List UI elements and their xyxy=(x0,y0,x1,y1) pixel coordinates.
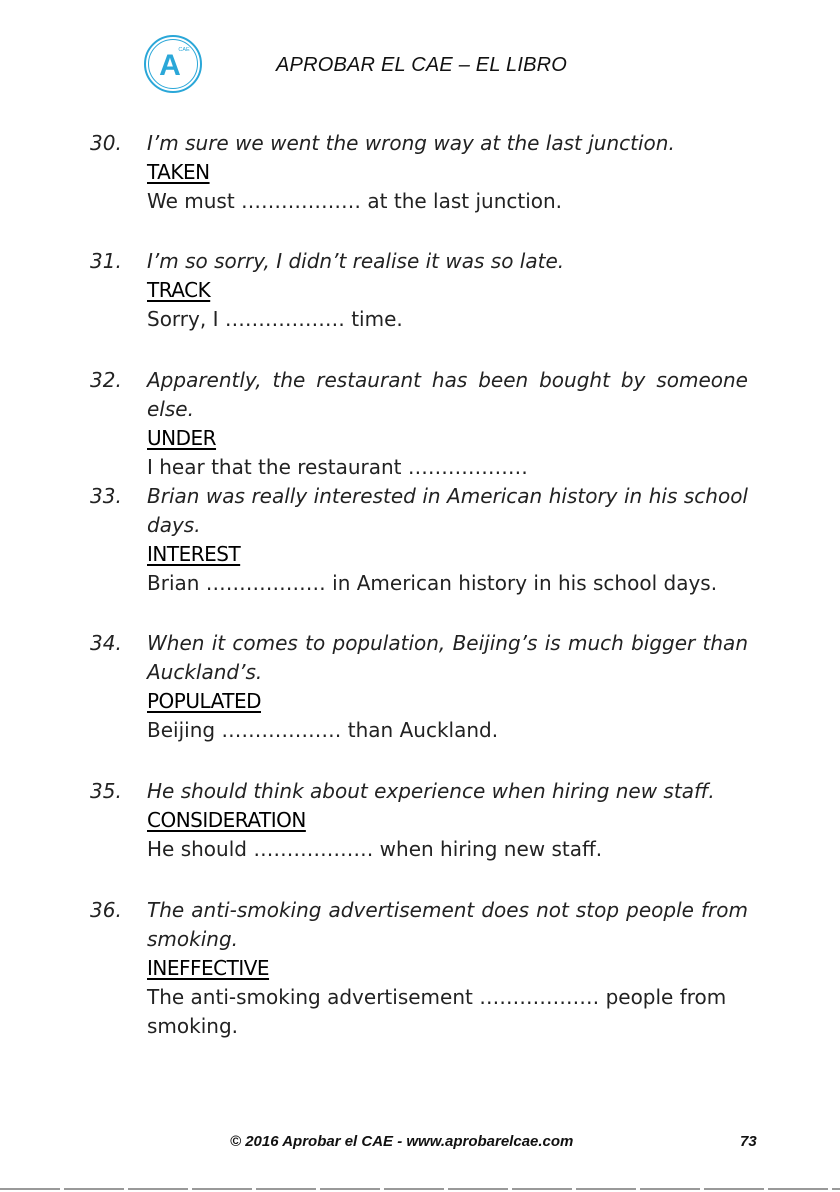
exercise-answer: We must ……………… at the last junction. xyxy=(147,189,563,213)
exercise-body xyxy=(147,366,748,482)
exercise-number: 34. xyxy=(90,631,122,655)
exercise-prompt: I’m so sorry, I didn’t realise it was so late. xyxy=(147,249,565,273)
exercise-keyword: TAKEN xyxy=(147,160,210,184)
page-number: 73 xyxy=(740,1133,757,1150)
exercise-prompt: Brian was really interested in American history in his school days. xyxy=(147,484,748,537)
header-title: APROBAR EL CAE – EL LIBRO xyxy=(276,54,568,76)
exercise-prompt: He should think about experience when hiring new staff. xyxy=(147,779,715,803)
exercise-number: 36. xyxy=(90,898,122,922)
exercise-body xyxy=(147,247,748,334)
exercise-keyword: INTEREST xyxy=(147,542,241,566)
footer-copyright: © 2016 Aprobar el CAE - www.aprobarelcae.com xyxy=(230,1133,574,1150)
exercise-prompt: When it comes to population, Beijing’s is much bigger than Auckland’s. xyxy=(147,631,748,684)
exercise-number: 30. xyxy=(90,131,122,155)
exercise-prompt: The anti-smoking advertisement does not stop people from smoking. xyxy=(147,898,748,951)
exercise-keyword: POPULATED xyxy=(147,689,261,713)
exercise-body xyxy=(147,896,748,1041)
exercise-number: 32. xyxy=(90,368,122,392)
exercise-keyword: INEFFECTIVE xyxy=(147,956,270,980)
cae-logo xyxy=(143,34,203,94)
exercise-answer: Beijing ……………… than Auckland. xyxy=(147,718,499,742)
exercise-body xyxy=(147,629,748,745)
exercise-number: 35. xyxy=(90,779,122,803)
bottom-divider xyxy=(0,1188,840,1190)
exercise-answer: He should ……………… when hiring new staff. xyxy=(147,837,603,861)
exercise-answer: I hear that the restaurant ……………… xyxy=(147,455,528,479)
exercise-answer: The anti-smoking advertisement ……………… people from smoking. xyxy=(147,985,727,1038)
exercise-number: 31. xyxy=(90,249,122,273)
logo-letter: A xyxy=(159,49,181,82)
exercise-keyword: CONSIDERATION xyxy=(147,808,306,832)
exercise-answer: Brian ……………… in American history in his school days. xyxy=(147,571,718,595)
logo-badge: CAE xyxy=(178,47,190,53)
exercise-body xyxy=(147,777,748,864)
exercise-number: 33. xyxy=(90,484,122,508)
exercise-keyword: UNDER xyxy=(147,426,217,450)
exercise-body xyxy=(147,482,748,598)
exercise-prompt: I’m sure we went the wrong way at the last junction. xyxy=(147,131,675,155)
exercise-answer: Sorry, I ……………… time. xyxy=(147,307,403,331)
exercise-prompt: Apparently, the restaurant has been bought by someone else. xyxy=(147,368,748,421)
exercise-body xyxy=(147,129,748,216)
exercise-keyword: TRACK xyxy=(147,278,211,302)
